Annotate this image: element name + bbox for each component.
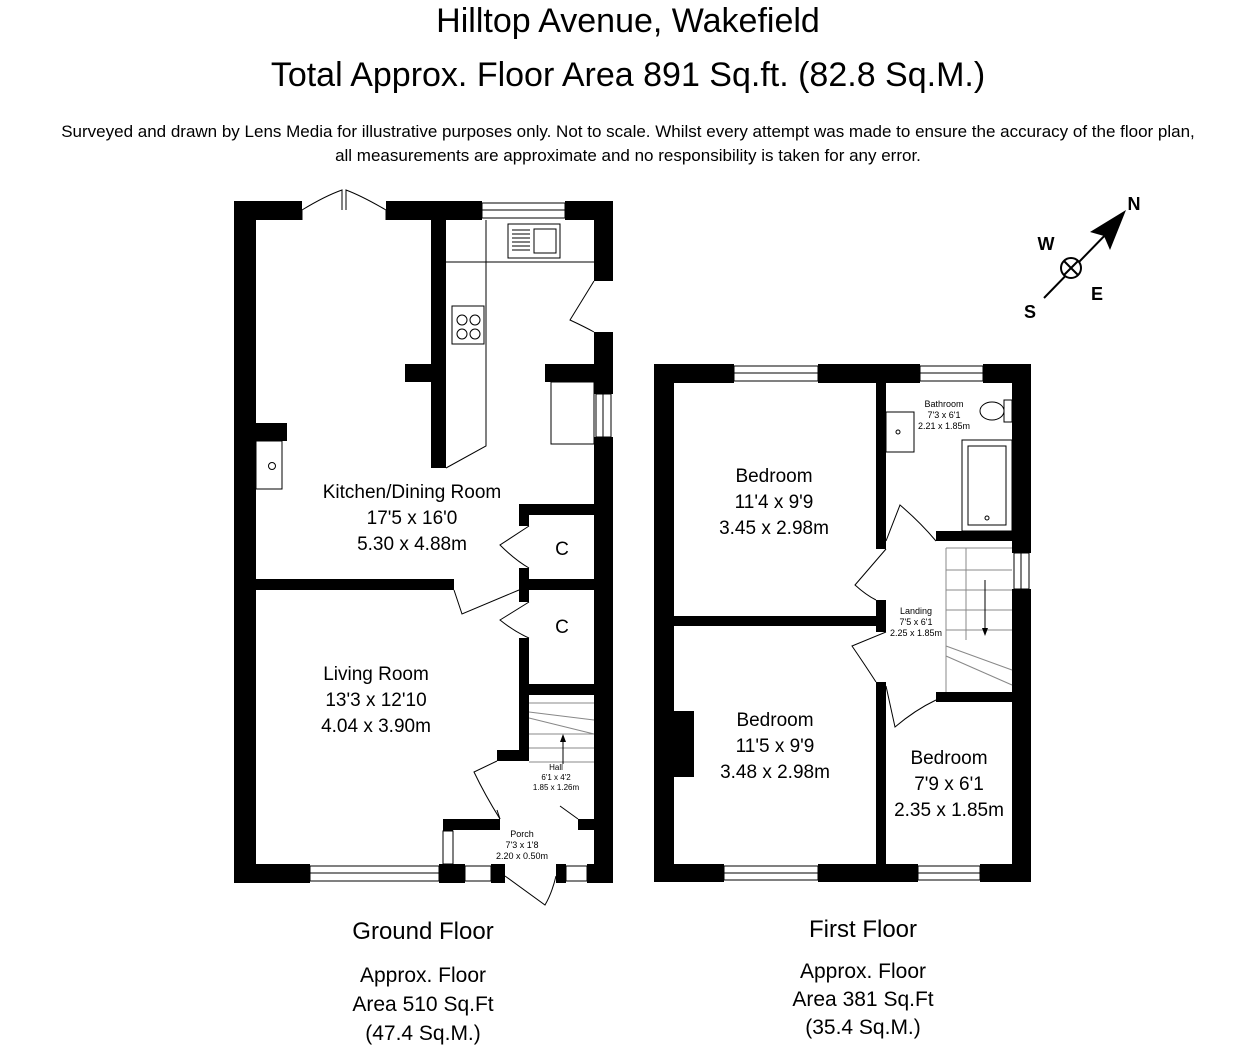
- floor-area-line: Area 510 Sq.Ft: [352, 993, 494, 1016]
- wall: [876, 600, 886, 632]
- wall: [519, 638, 529, 684]
- french-door-right: [346, 190, 386, 220]
- porch-front-window: [566, 866, 587, 881]
- wall: [578, 819, 594, 830]
- wall: [545, 364, 594, 382]
- room-name: Landing: [899, 606, 933, 616]
- compass-e: E: [1090, 284, 1104, 304]
- bedroom-1-label: [719, 466, 829, 539]
- hob: [452, 306, 484, 344]
- compass-rose: [1024, 194, 1141, 322]
- compass-s: S: [1023, 302, 1037, 322]
- wall: [256, 579, 454, 590]
- room-size-metric: 3.48 x 2.98m: [720, 762, 830, 783]
- cupboard-door: [500, 526, 529, 568]
- cupboard-door: [500, 602, 529, 638]
- cupboard-label: C: [555, 539, 569, 560]
- ground-floor-caption: [352, 918, 493, 1045]
- wall: [439, 864, 465, 883]
- landing-label: [890, 606, 942, 638]
- disclaimer-line-1: Surveyed and drawn by Lens Media for illustrative purposes only. Not to scale. Whilst every attempt was made to ensure the accuracy of the floor plan,: [61, 122, 1195, 141]
- door-jamb: [560, 806, 578, 819]
- wall: [1012, 364, 1031, 553]
- staircase: [946, 548, 1012, 692]
- front-door: [505, 876, 556, 905]
- wall: [405, 364, 431, 382]
- drainer: [512, 230, 530, 250]
- room-name: Bedroom: [736, 710, 814, 731]
- wall: [529, 579, 594, 590]
- room-name: Bedroom: [735, 466, 813, 487]
- bath: [962, 440, 1012, 531]
- wall: [654, 364, 734, 383]
- room-size-imperial: 11'4 x 9'9: [734, 492, 814, 513]
- wall: [519, 695, 529, 750]
- disclaimer-line-2: all measurements are approximate and no responsibility is taken for any error.: [335, 146, 921, 165]
- wall: [876, 682, 886, 864]
- room-size-imperial: 7'9 x 6'1: [914, 774, 984, 795]
- wall: [594, 437, 613, 883]
- wall: [674, 616, 876, 626]
- hall-label: [533, 763, 580, 792]
- wall: [594, 201, 613, 281]
- wall: [519, 504, 529, 526]
- total-area: Total Approx. Floor Area 891 Sq.ft. (82.8 Sq.M.): [270, 56, 986, 94]
- wall: [431, 220, 446, 468]
- room-size-metric: 2.21 x 1.85m: [917, 421, 971, 431]
- kitchen-label: [323, 482, 501, 555]
- room-size-metric: 2.35 x 1.85m: [894, 800, 1004, 821]
- plan-title: Hilltop Avenue, Wakefield: [436, 2, 820, 40]
- wall: [1012, 589, 1031, 882]
- wall: [556, 864, 566, 883]
- bedroom-door: [852, 632, 886, 682]
- room-name: Bedroom: [910, 748, 988, 769]
- sink-bowl: [534, 229, 556, 253]
- wall: [876, 383, 886, 549]
- floor-area-line: Area 381 Sq.Ft: [792, 988, 934, 1011]
- wall: [936, 531, 1012, 541]
- room-size-metric: 3.45 x 2.98m: [719, 518, 829, 539]
- room-size-imperial: 17'5 x 16'0: [366, 508, 458, 529]
- room-size-imperial: 7'3 x 1'8: [505, 840, 539, 850]
- wall: [497, 750, 529, 761]
- room-size-imperial: 13'3 x 12'10: [325, 690, 427, 711]
- room-name: Hall: [549, 763, 563, 772]
- floor-name: Ground Floor: [352, 918, 494, 945]
- room-name: Living Room: [323, 664, 429, 685]
- wall: [654, 364, 674, 882]
- wall: [491, 864, 505, 883]
- room-name: Bathroom: [924, 399, 964, 409]
- wall: [587, 864, 613, 883]
- room-name: Kitchen/Dining Room: [322, 482, 502, 503]
- wall: [386, 201, 482, 220]
- room-size-metric: 2.25 x 1.85m: [889, 628, 943, 638]
- wall: [234, 201, 256, 883]
- bedroom-door: [886, 686, 936, 727]
- porch-label: [496, 829, 548, 861]
- bathroom-door: [886, 505, 936, 541]
- wall: [519, 504, 594, 515]
- wall: [936, 692, 1012, 702]
- porch-front-window: [465, 866, 491, 881]
- room-name: Porch: [510, 829, 534, 839]
- compass-w: W: [1037, 234, 1055, 254]
- wall: [519, 568, 529, 602]
- room-size-imperial: 11'5 x 9'9: [735, 736, 815, 757]
- floor-area-line: Approx. Floor: [799, 960, 927, 983]
- wall: [234, 864, 310, 883]
- room-size-metric: 4.04 x 3.90m: [321, 716, 431, 737]
- room-size-imperial: 6'1 x 4'2: [541, 773, 571, 782]
- staircase: [529, 703, 594, 764]
- porch-window: [443, 831, 453, 864]
- toilet: [980, 400, 1012, 422]
- room-size-imperial: 7'3 x 6'1: [927, 410, 961, 420]
- chimney-breast: [674, 711, 694, 777]
- wall: [234, 201, 302, 220]
- first-floor-caption: [792, 916, 933, 1039]
- hall-door: [474, 761, 500, 819]
- room-size-metric: 2.20 x 0.50m: [495, 851, 549, 861]
- wall: [818, 364, 920, 383]
- bathroom-sink: [886, 412, 914, 452]
- chimney-breast: [256, 423, 287, 441]
- wall: [654, 864, 724, 882]
- wall: [818, 864, 918, 882]
- bedroom-3-label: [894, 748, 1004, 821]
- bedroom-2-label: [720, 710, 830, 783]
- kitchen-back-door: [570, 281, 594, 332]
- living-room-door: [454, 590, 519, 614]
- floor-name: First Floor: [809, 916, 917, 943]
- wall: [519, 684, 594, 695]
- bedroom-door: [855, 549, 886, 600]
- floor-area-line: Approx. Floor: [359, 964, 487, 987]
- wall: [594, 332, 613, 394]
- wall: [980, 864, 1031, 882]
- room-size-imperial: 7'5 x 6'1: [899, 617, 933, 627]
- fireplace-detail: [269, 463, 276, 470]
- wall: [443, 819, 453, 831]
- french-door-left: [302, 190, 342, 220]
- chimney-recess: [551, 382, 594, 444]
- floor-area-line: (35.4 Sq.M.): [805, 1016, 921, 1039]
- compass-n: N: [1127, 194, 1141, 214]
- floor-area-line: (47.4 Sq.M.): [365, 1022, 481, 1045]
- room-size-metric: 5.30 x 4.88m: [357, 534, 467, 555]
- living-room-label: [321, 664, 431, 737]
- cupboard-label: C: [555, 617, 569, 638]
- bathroom-label: [918, 399, 970, 431]
- room-size-metric: 1.85 x 1.26m: [532, 783, 580, 792]
